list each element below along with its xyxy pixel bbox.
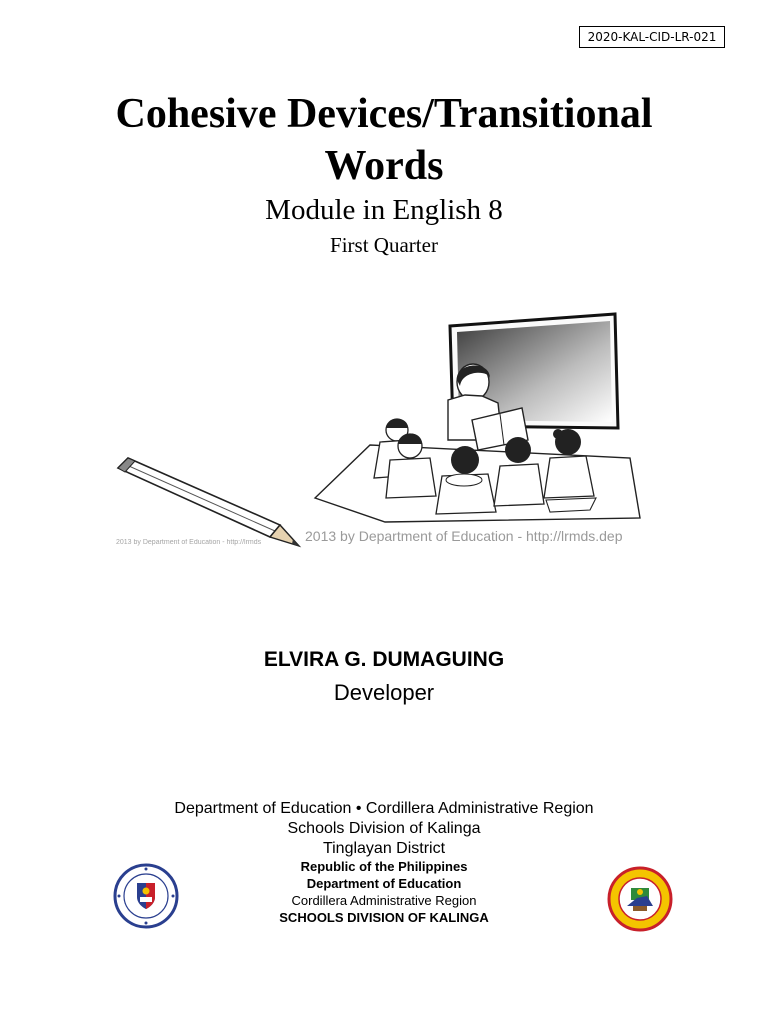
footer-district: Tinglayan District	[322, 840, 446, 857]
footer-deped-car: Department of Education • Cordillera Administrative Region	[174, 800, 594, 817]
title-line-2: Words	[324, 143, 444, 189]
developer-name: ELVIRA G. DUMAGUING	[263, 648, 505, 671]
document-code: 2020-KAL-CID-LR-021	[579, 26, 725, 48]
illustration-watermark-small: 2013 by Department of Education - http://lrmds	[116, 539, 262, 546]
module-subtitle: Module in English 8	[265, 194, 503, 226]
deped-seal-logo	[113, 863, 179, 929]
sdo-kalinga-seal-logo	[607, 866, 673, 932]
cover-illustration	[110, 300, 670, 560]
pencil-illustration	[118, 458, 299, 546]
illustration-watermark: 2013 by Department of Education - http://lrmds.dep	[305, 528, 623, 544]
developer-role: Developer	[333, 680, 435, 705]
footer-department: Department of Education	[306, 876, 462, 891]
footer-schools-division: SCHOOLS DIVISION OF KALINGA	[279, 910, 489, 925]
quarter-label: First Quarter	[330, 233, 438, 257]
footer-division: Schools Division of Kalinga	[287, 820, 481, 837]
footer-republic: Republic of the Philippines	[300, 859, 468, 874]
title-line-1: Cohesive Devices/Transitional	[115, 91, 653, 137]
footer-region: Cordillera Administrative Region	[291, 893, 477, 908]
